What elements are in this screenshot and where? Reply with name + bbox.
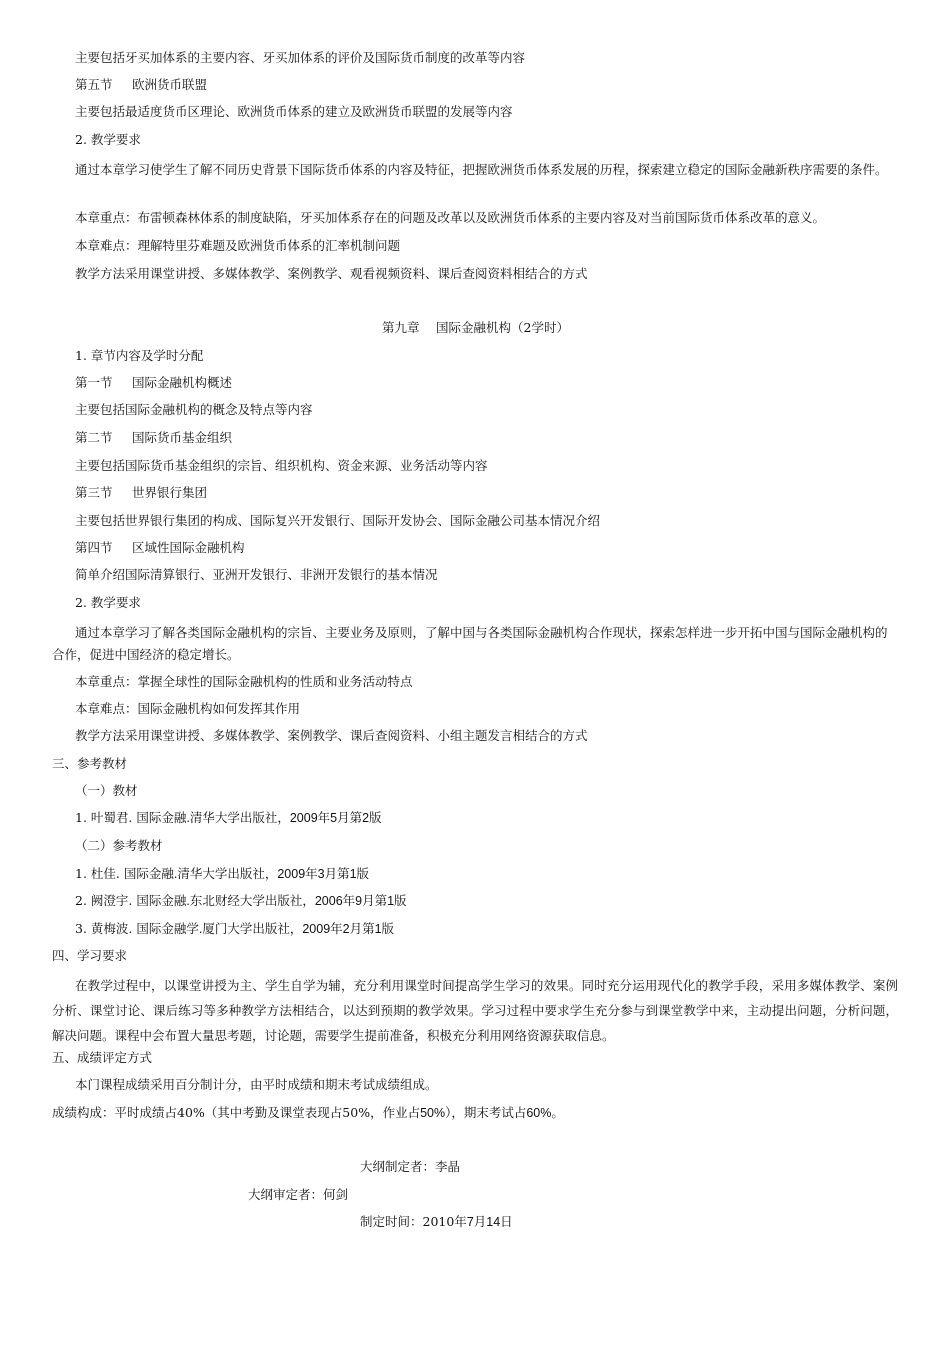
outline-date — [360, 1214, 513, 1230]
section-number: 第四节 — [75, 540, 113, 555]
study-text: 在教学过程中，以课堂讲授为主、学生自学为辅，充分利用课堂时间提高学生学习的效果。同时充分运用现代化的教学手段，采用多媒体教学、案例分析、课堂讨论、课后练习等多种教学方法相结合，以达到预期的教学效果。学习过程中要求学生充分参与到课堂教学中来，主动提出问题，分析问题，解决问题。课程中会布置大量思考题，讨论题，需要学生提前准备，积极充分利用网络资源获取信息。 — [52, 978, 898, 1043]
chapter9-content-heading: 1. 章节内容及学时分配 — [75, 348, 204, 363]
grading-text: 本门课程成绩采用百分制计分，由平时成绩和期末考试成绩组成。 — [75, 1077, 438, 1092]
outline-date-part1: 制定时间：2010年 — [360, 1214, 467, 1229]
grading-heading: 五、成绩评定方式 — [52, 1050, 153, 1065]
textbook-heading: （一）教材 — [75, 783, 138, 798]
section4-desc: 主要包括牙买加体系的主要内容、牙买加体系的评价及国际货币制度的改革等内容 — [75, 50, 526, 65]
chapter9-section3-heading — [75, 485, 207, 501]
chapter9-section2-desc: 主要包括国际货币基金组织的宗旨、组织机构、资金来源、业务活动等内容 — [75, 458, 488, 473]
ref-item — [75, 921, 394, 937]
chapter9-section3-desc: 主要包括世界银行集团的构成、国际复兴开发银行、国际开发协会、国际金融公司基本情况介绍 — [75, 513, 601, 528]
grading-composition — [52, 1105, 564, 1121]
key-points: 本章重点：布雷顿森林体系的制度缺陷，牙买加体系存在的问题及改革以及欧洲货币体系的主要内容及对当前国际货币体系改革的意义。 — [75, 210, 826, 225]
ref-title: 国际金融学.厦门大学出版社，2009年2月第1版 — [136, 922, 395, 936]
difficulties: 本章难点：理解特里芬难题及欧洲货币体系的汇率机制问题 — [75, 238, 401, 253]
references-heading: 三、参考教材 — [52, 756, 128, 771]
section-number: 第三节 — [75, 485, 113, 500]
teaching-req-heading: 2. 教学要求 — [75, 132, 141, 147]
chapter9-methods: 教学方法采用课堂讲授、多媒体教学、案例教学、课后查阅资料、小组主题发言相结合的方式 — [75, 728, 588, 743]
chapter9-key-points: 本章重点：掌握全球性的国际金融机构的性质和业务活动特点 — [75, 674, 413, 689]
ref-author: 1. 杜佳. — [75, 866, 124, 881]
chapter9-section1-desc: 主要包括国际金融机构的概念及特点等内容 — [75, 402, 313, 417]
section5-title: 欧洲货币联盟 — [132, 77, 208, 92]
chapter9-section4-desc: 简单介绍国际清算银行、亚洲开发银行、非洲开发银行的基本情况 — [75, 567, 438, 582]
ref-author: 3. 黄梅波. — [75, 921, 137, 936]
chapter9-difficulties: 本章难点：国际金融机构如何发挥其作用 — [75, 701, 301, 716]
section-title: 国际货币基金组织 — [132, 430, 233, 445]
chapter9-req-text: 通过本章学习了解各类国际金融机构的宗旨、主要业务及原则，了解中国与各类国际金融机构合作现状，探索怎样进一步开拓中国与国际金融机构的合作，促进中国经济的稳定增长。 — [52, 625, 888, 662]
ref-author: 2. 阙澄宇. — [75, 893, 137, 908]
section5-number: 第五节 — [75, 77, 113, 92]
section-title: 世界银行集团 — [132, 485, 208, 500]
textbook-item — [75, 810, 382, 826]
chapter9-title: 第九章 国际金融机构（2学时） — [382, 320, 569, 335]
ref-title: 国际金融.清华大学出版社，2009年3月第1版 — [123, 867, 370, 881]
outline-date-part2: 7月14日 — [466, 1215, 513, 1229]
textbook-title: 国际金融.清华大学出版社，2009年5月第2版 — [136, 811, 382, 825]
section5-heading — [75, 77, 207, 93]
section-number: 第二节 — [75, 430, 113, 445]
section-title: 国际金融机构概述 — [132, 375, 233, 390]
study-heading: 四、学习要求 — [52, 948, 128, 963]
teaching-methods: 教学方法采用课堂讲授、多媒体教学、案例教学、观看视频资料、课后查阅资料相结合的方式 — [75, 266, 588, 281]
chapter9-section2-heading — [75, 430, 232, 446]
ref-heading: （二）参考教材 — [75, 838, 163, 853]
chapter9-req-heading: 2. 教学要求 — [75, 595, 141, 610]
ref-title: 国际金融.东北财经大学出版社，2006年9月第1版 — [136, 894, 407, 908]
outline-author: 大纲制定者：李晶 — [360, 1159, 461, 1174]
chapter9-section1-heading — [75, 375, 232, 391]
ref-item — [75, 893, 407, 909]
chapter9-section4-heading — [75, 540, 245, 556]
section-number: 第一节 — [75, 375, 113, 390]
outline-reviewer: 大纲审定者：何剑 — [248, 1187, 349, 1202]
section-title: 区域性国际金融机构 — [132, 540, 245, 555]
ref-item — [75, 866, 369, 882]
teaching-req-text: 通过本章学习使学生了解不同历史背景下国际货币体系的内容及特征，把握欧洲货币体系发展的历程，探索建立稳定的国际金融新秩序需要的条件。 — [75, 162, 888, 177]
grading-composition-part1: 成绩构成：平时成绩占40%（其中考勤及课堂表现占50%， — [52, 1105, 383, 1120]
textbook-author: 1. 叶蜀君. — [75, 810, 137, 825]
section5-desc: 主要包括最适度货币区理论、欧洲货币体系的建立及欧洲货币联盟的发展等内容 — [75, 104, 513, 119]
grading-composition-part2: 作业占50%），期末考试占60%。 — [382, 1106, 564, 1120]
